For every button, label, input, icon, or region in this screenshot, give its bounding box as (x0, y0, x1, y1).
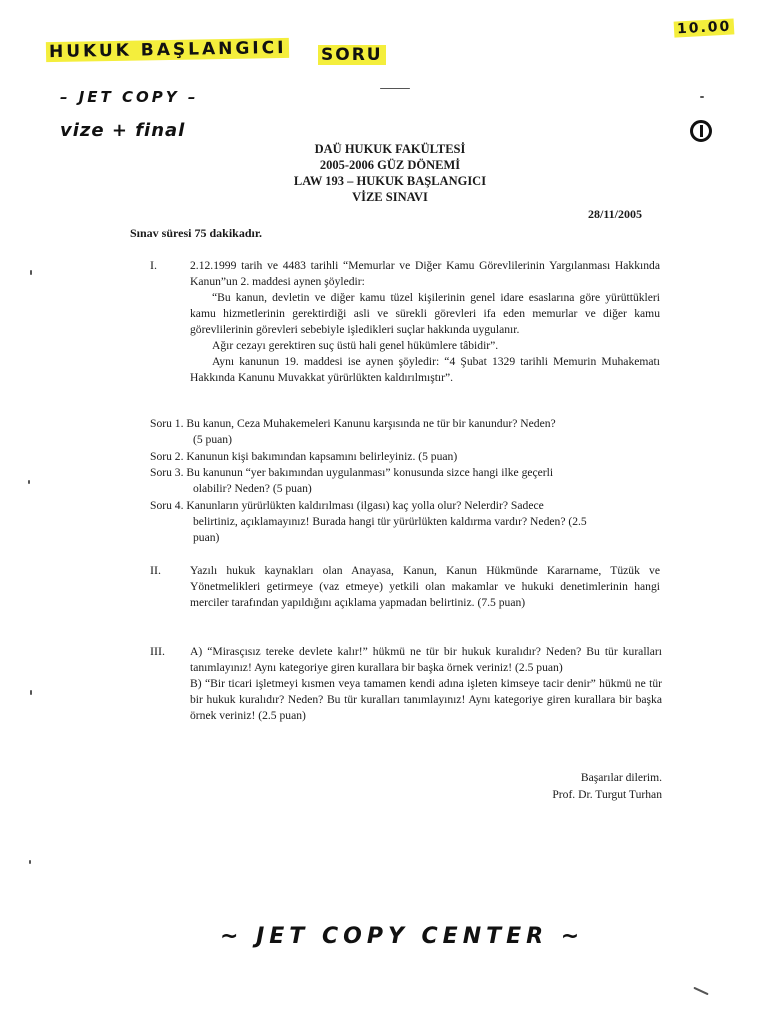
question-1-points: (5 puan) (193, 433, 232, 446)
section-2-text: Yazılı hukuk kaynakları olan Anayasa, Kanun, Kanun Hükmünde Kararname, Tüzük ve Yönetmelikleri getirmeye (vaz etmeye) yetkili olan makamlar ve hukuki denetimlerinin hangi merciler tarafından yapıldığını açıklama yapmadan belirtiniz. (7.5 puan) (190, 564, 660, 609)
section-1-text (190, 258, 660, 386)
scan-speck (380, 88, 410, 89)
circled-one-mark-icon (690, 120, 712, 142)
scan-speck (30, 690, 32, 695)
scan-speck (30, 270, 32, 275)
question-3-label: Soru 3. (150, 466, 184, 479)
question-1-label: Soru 1. (150, 417, 184, 430)
question-4 (150, 498, 650, 546)
handwritten-price: 10.00 (674, 18, 735, 37)
exam-duration: Sınav süresi 75 dakikadır. (130, 226, 263, 240)
scan-speck (693, 987, 708, 996)
handwritten-course-title: HUKUK BAŞLANGICI (46, 38, 290, 62)
section-1-numeral: I. (150, 258, 157, 272)
handwritten-vize-final: vize + final (60, 120, 186, 141)
signature-block (470, 769, 662, 803)
question-4-continuation: belirtiniz, açıklamayınız! Burada hangi tür yürürlükten kaldırma vardır? Neden? (2.5 puan) (193, 515, 587, 544)
question-3 (150, 465, 650, 497)
question-1 (150, 416, 650, 448)
faculty-title: DAÜ HUKUK FAKÜLTESİ (314, 142, 466, 156)
section-1-paragraph-2: Aynı kanunun 19. maddesi ise aynen şöyledir: “4 Şubat 1329 tarihli Memurin Muhakematı Hakkında Kanunu Muvakkat yürürlükten kaldırılmıştır”. (190, 355, 660, 384)
section-3-text (190, 644, 662, 724)
section-3-part-b: B) “Bir ticari işletmeyi kısmen veya tamamen kendi adına işleten kimseye tacir denir” hükmü ne tür bir hukuk kuralıdır? Neden? Bu tür kuralları tanımlayınız! Aynı kategoriye giren kurallara bir başka örnek veriniz! (2.5 puan) (190, 677, 662, 722)
question-2 (150, 449, 650, 465)
handwritten-jet-copy: – JET COPY – (60, 88, 199, 106)
scan-speck (29, 860, 31, 864)
semester-title: 2005-2006 GÜZ DÖNEMİ (319, 158, 461, 172)
scan-speck (28, 480, 30, 484)
question-3-text: Bu kanunun “yer bakımından uygulanması” konusunda sizce hangi ilke geçerli (186, 466, 554, 479)
section-2-numeral: II. (150, 563, 161, 577)
exam-header (230, 141, 550, 205)
handwritten-jet-copy-center: ~ JET COPY CENTER ~ (220, 924, 585, 949)
question-3-continuation: olabilir? Neden? (5 puan) (193, 482, 312, 495)
section-1-quote: “Bu kanun, devletin ve diğer kamu tüzel kişilerinin genel idare esaslarına göre yürüttükleri kamu hizmetlerinin gerektirdiği asli ve sürekli görevleri ifa eden memurlar ve diğer kamu görevlilerinin görevleri sebebiyle işledikleri suçlar hakkında uygulanır. (190, 291, 660, 336)
handwritten-soru: SORU (318, 45, 386, 65)
section-3-numeral: III. (150, 644, 165, 658)
exam-type-title: VİZE SINAVI (352, 190, 428, 204)
section-3-part-a: A) “Mirasçısız tereke devlete kalır!” hükmü ne tür bir hukuk kuralıdır? Neden? Bu tür kuralları tanımlayınız! Aynı kategoriye giren kurallara bir başka örnek veriniz! (2.5 puan) (190, 645, 662, 674)
question-1-text: Bu kanun, Ceza Muhakemeleri Kanunu karşısında ne tür bir kanundur? Neden? (186, 417, 556, 430)
question-2-label: Soru 2. (150, 450, 184, 463)
scan-speck (700, 96, 704, 98)
section-1-paragraph-1: 2.12.1999 tarih ve 4483 tarihli “Memurlar ve Diğer Kamu Görevlilerinin Yargılanması Hakkında Kanun”un 2. maddesi aynen şöyledir: (190, 259, 660, 288)
question-4-text: Kanunların yürürlükten kaldırılması (ilgası) kaç yolla olur? Nelerdir? Sadece (186, 499, 544, 512)
professor-name: Prof. Dr. Turgut Turhan (552, 788, 662, 801)
question-4-label: Soru 4. (150, 499, 184, 512)
exam-date: 28/11/2005 (588, 207, 643, 221)
course-title: LAW 193 – HUKUK BAŞLANGICI (293, 174, 487, 188)
question-2-text: Kanunun kişi bakımından kapsamını belirleyiniz. (5 puan) (186, 450, 458, 463)
section-1-quote-end: Ağır cezayı gerektiren suç üstü hali genel hükümlere tâbidir”. (212, 339, 499, 352)
closing-wish: Başarılar dilerim. (580, 771, 662, 784)
